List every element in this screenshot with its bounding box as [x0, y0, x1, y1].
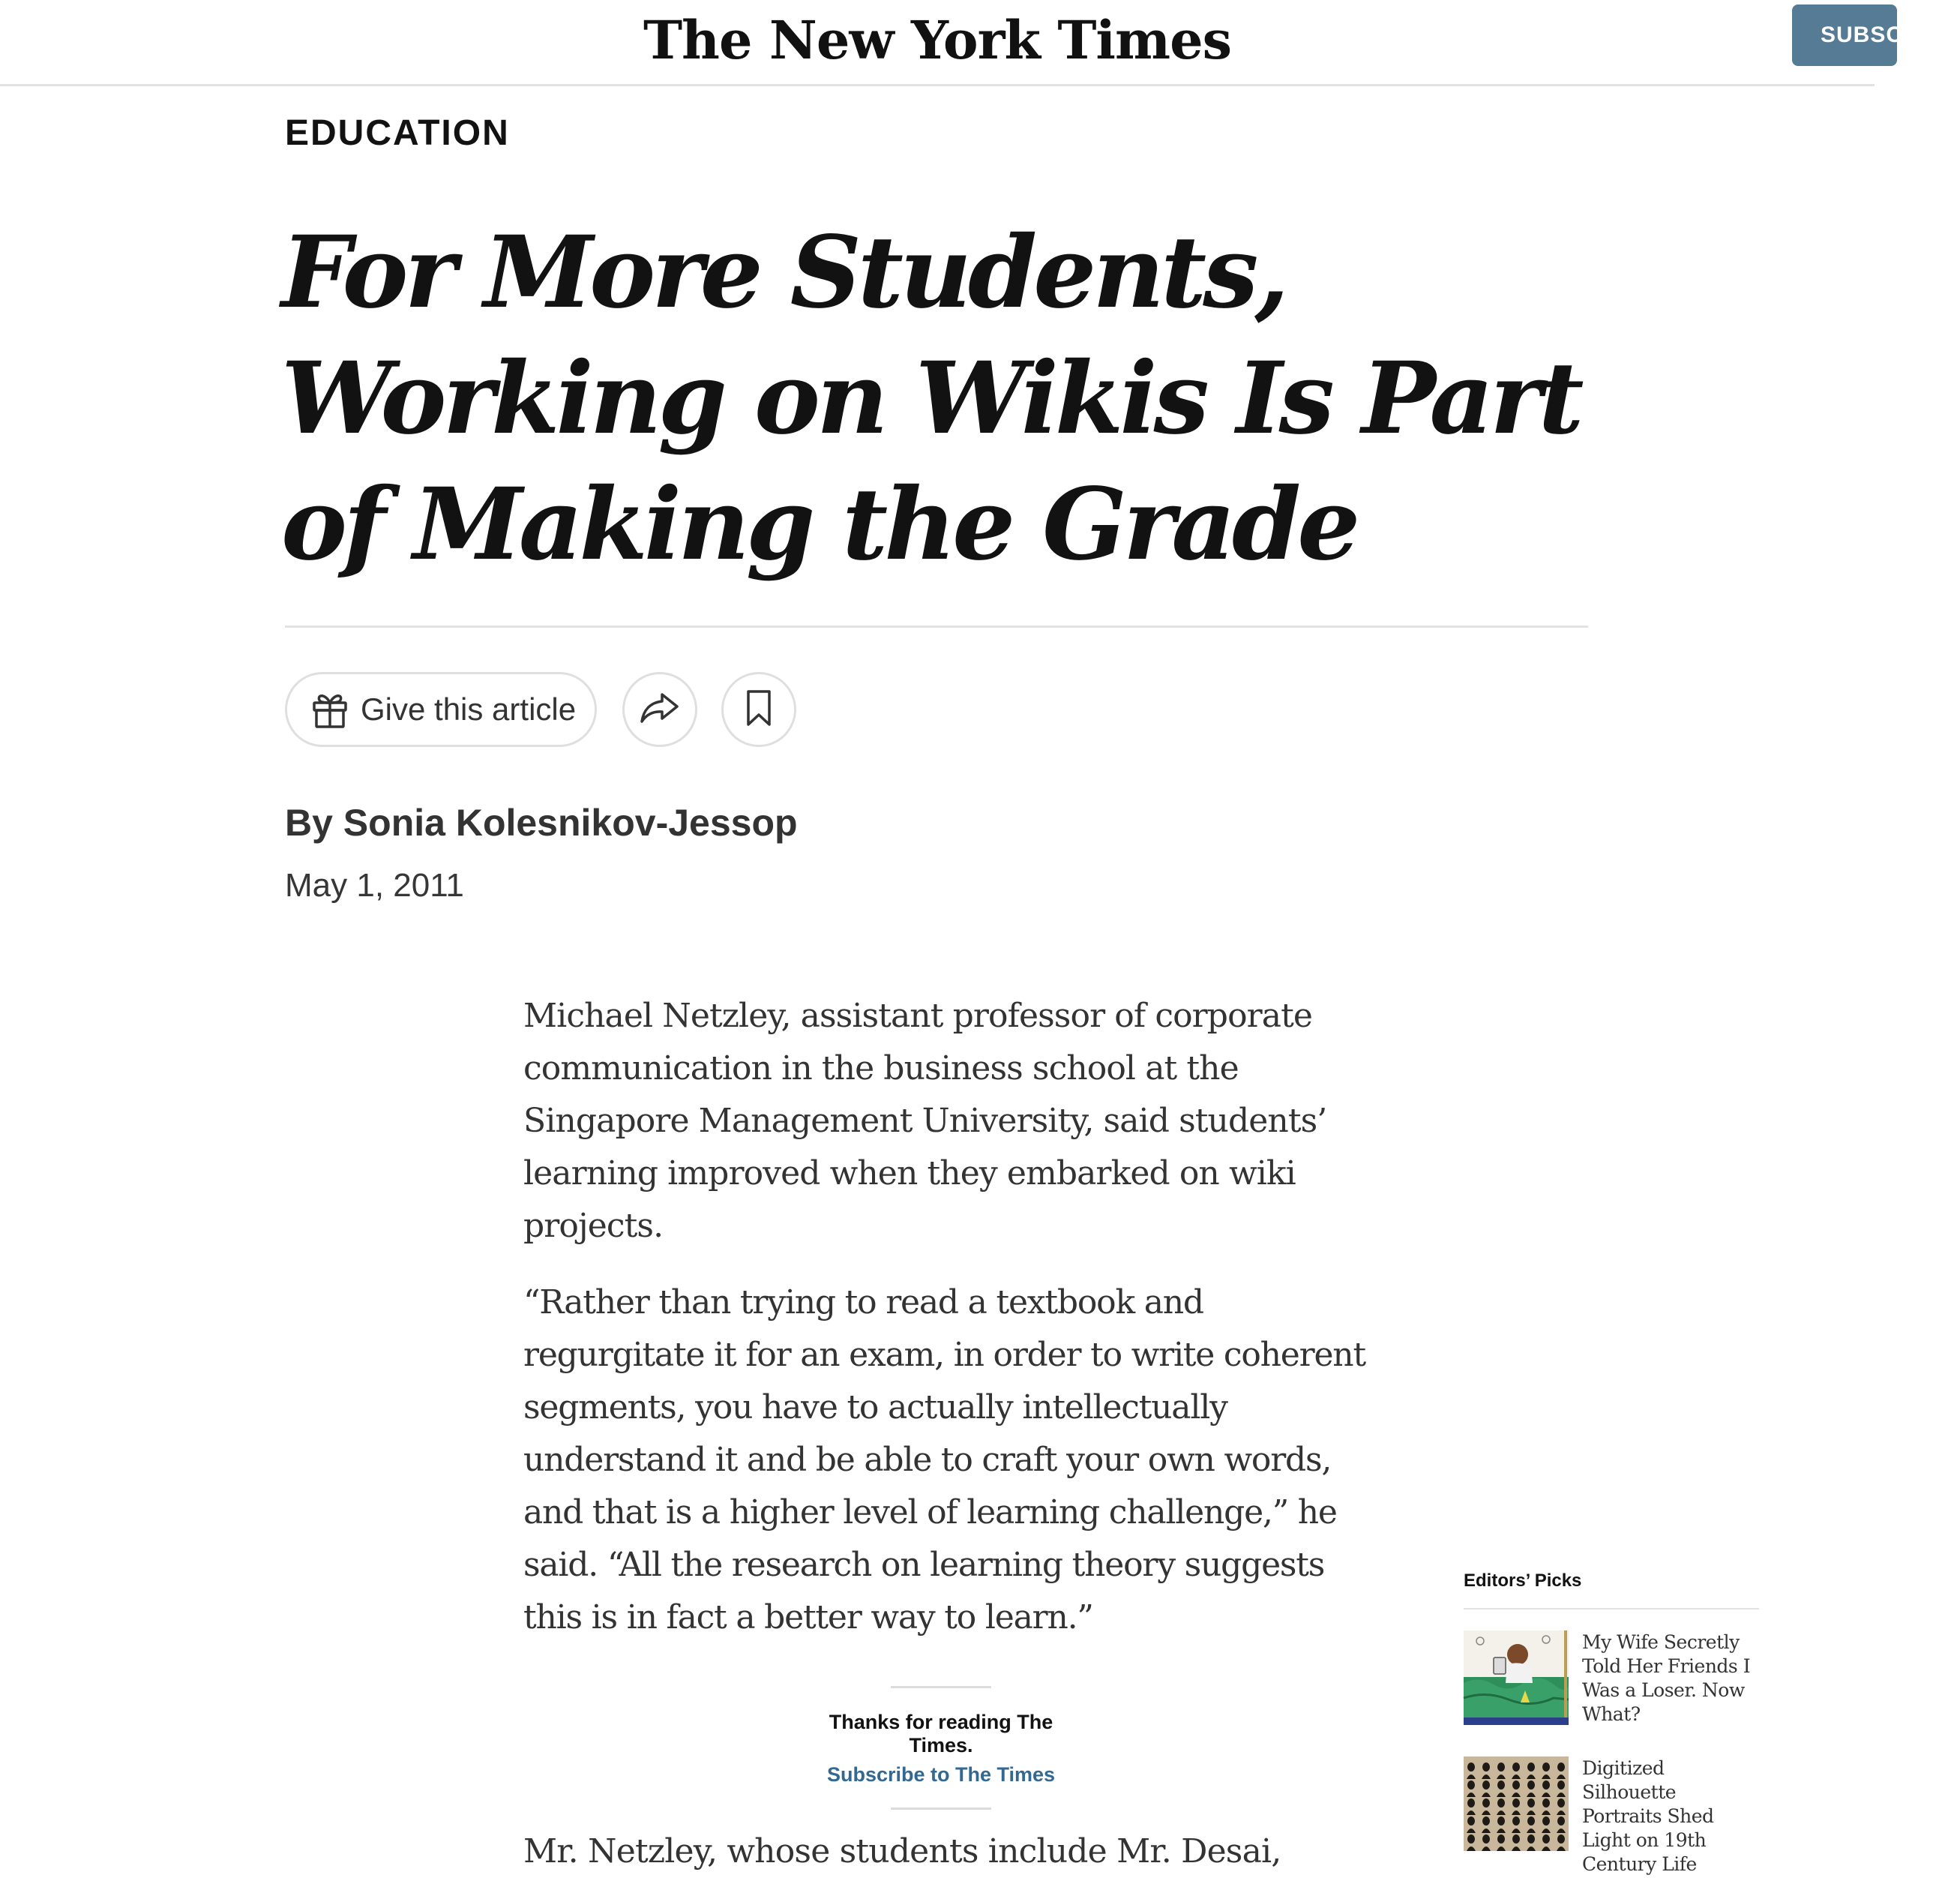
- editors-pick-item[interactable]: [1464, 1756, 1759, 1876]
- article-paragraph: Mr. Netzley, whose students include Mr. Desai,: [523, 1832, 1281, 1870]
- gift-icon: [310, 689, 350, 730]
- article-paragraph: Michael Netzley, assistant professor of corporate communication in the business school at the Singapore Management University, said students’ learning improved when they embarked on wiki projects.: [523, 997, 1327, 1245]
- headline: For More Students, Working on Wikis Is Part of Making the Grade: [281, 214, 1581, 583]
- article-body: [523, 990, 1367, 1668]
- give-article-label: Give this article: [361, 692, 577, 727]
- pick-thumbnail[interactable]: [1464, 1756, 1569, 1851]
- share-button[interactable]: [622, 672, 697, 747]
- editors-picks: [1464, 1570, 1759, 1876]
- publish-date: May 1, 2011: [285, 867, 464, 904]
- section-label[interactable]: EDUCATION: [285, 113, 510, 153]
- editors-pick-item[interactable]: [1464, 1630, 1759, 1726]
- pick-title[interactable]: Digitized Silhouette Portraits Shed Light on 19th Century Life: [1582, 1757, 1714, 1875]
- nyt-logo[interactable]: The New York Times: [643, 9, 1232, 71]
- article-paragraph: “Rather than trying to read a textbook and regurgitate it for an exam, in order to write coherent segments, you have to actually intellectually understand it and be able to craft your own words, and that is a higher level of learning challenge,” he said. “All the research on learning theory suggests this is in fact a better way to learn.”: [523, 1283, 1365, 1636]
- bookmark-icon: [745, 689, 772, 730]
- promo-divider: [891, 1808, 991, 1810]
- subscribe-promo: [795, 1686, 1087, 1810]
- give-article-button[interactable]: [285, 672, 597, 747]
- promo-divider: [891, 1686, 991, 1688]
- divider: [285, 626, 1588, 628]
- promo-thanks-text: Thanks for reading The Times.: [829, 1711, 1053, 1756]
- share-icon: [640, 692, 680, 728]
- byline[interactable]: By Sonia Kolesnikov-Jessop: [285, 802, 798, 844]
- subscribe-button[interactable]: SUBSCRIBE: [1792, 4, 1897, 66]
- pick-title[interactable]: My Wife Secretly Told Her Friends I Was a Loser. Now What?: [1582, 1631, 1751, 1725]
- pick-thumbnail[interactable]: [1464, 1630, 1569, 1725]
- save-button[interactable]: [721, 672, 796, 747]
- subscribe-link[interactable]: Subscribe to The Times: [826, 1763, 1056, 1786]
- masthead: [0, 0, 1960, 86]
- editors-picks-heading: Editors’ Picks: [1464, 1570, 1759, 1610]
